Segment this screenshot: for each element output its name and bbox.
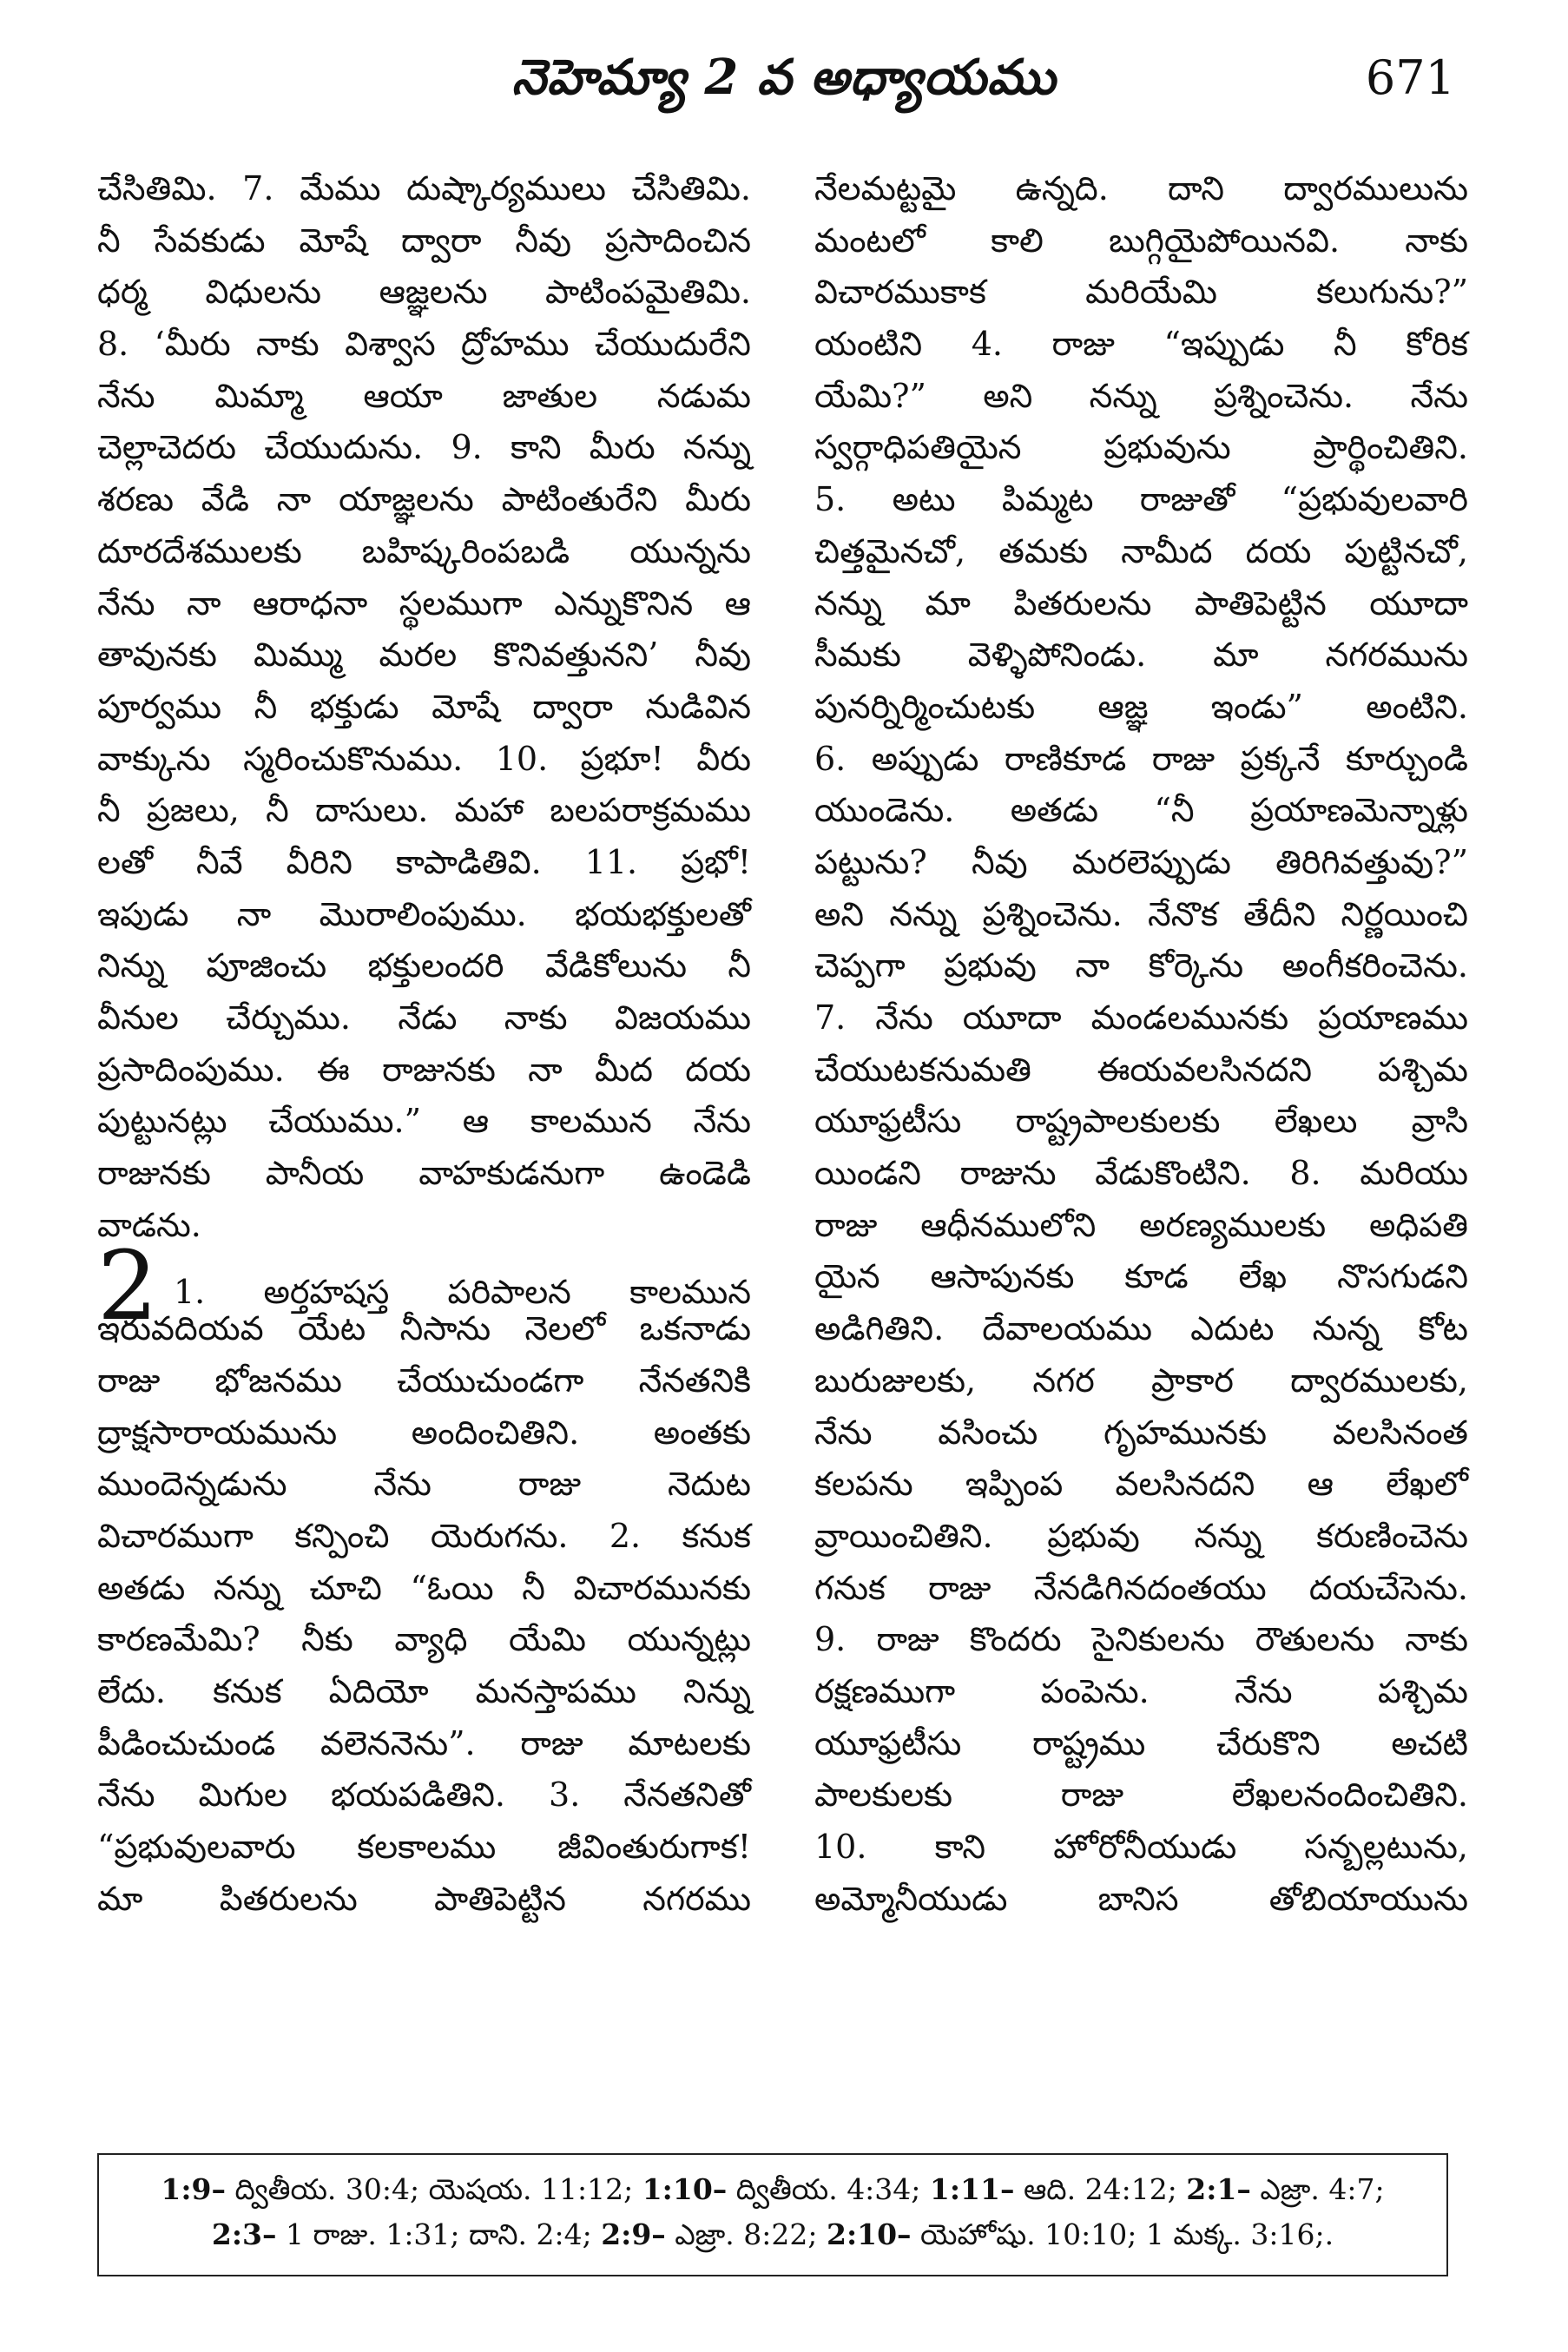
text-line: వీనుల చేర్చుము. నేడు నాకు విజయము [97, 998, 751, 1037]
text-line: పట్టును? నీవు మరలెప్పుడు తిరిగివత్తువు?” [814, 842, 1468, 881]
text-line: యుండెను. అతడు “నీ ప్రయాణమెన్నాళ్లు [814, 791, 1468, 830]
text-line: నిన్ను పూజించు భక్తులందరి వేడికోలును నీ [97, 946, 751, 985]
text-line: గనుక రాజు నేనడిగినదంతయు దయచేసెను. [814, 1568, 1468, 1607]
text-line: రాజు భోజనము చేయుచుండగా నేనతనికి [97, 1360, 751, 1400]
chapter-number: 2 [97, 1230, 158, 1342]
text-line: ధర్మ విధులను ఆజ్ఞలను పాటింపమైతిమి. [97, 273, 751, 312]
text-line: విచారముకాక మరియేమి కలుగును?” [814, 273, 1468, 312]
text-line: 7. నేను యూదా మండలమునకు ప్రయాణము [814, 998, 1468, 1037]
reference-label: 2:9– [601, 2217, 666, 2251]
text-line: పీడించుచుండ వలెననెను”. రాజు మాటలకు [97, 1723, 751, 1762]
text-line: ప్రసాదింపుము. ఈ రాజునకు నా మీద దయ [97, 1050, 751, 1089]
text-line: 9. రాజు కొందరు సైనికులను రౌతులను నాకు [814, 1620, 1468, 1659]
text-line: పునర్నిర్మించుటకు ఆజ్ఞ ఇండు” అంటిని. [814, 687, 1468, 726]
text-line: యూఫ్రటీసు రాష్ట్రపాలకులకు లేఖలు వ్రాసి [814, 1102, 1468, 1141]
text-line: యంటిని 4. రాజు “ఇప్పుడు నీ కోరిక [814, 325, 1468, 364]
text-line: 10. కాని హోరోనీయుడు సన్బల్లటును, [814, 1828, 1468, 1866]
cross-references-box [97, 2153, 1448, 2276]
right-column [814, 163, 1468, 1925]
left-column-text-a [97, 163, 751, 1251]
reference-text: యెహోషు. 10:10; 1 మక్క. 3:16;. [911, 2217, 1334, 2251]
text-line: మంటలో కాలి బుగ్గియైపోయినవి. నాకు [814, 221, 1468, 260]
text-line: మా పితరులను పాతిపెట్టిన నగరము [97, 1879, 751, 1918]
text-line: యూఫ్రటీసు రాష్ట్రము చేరుకొని అచటి [814, 1723, 1468, 1762]
cross-reference-line [99, 2212, 1446, 2257]
text-line: లేదు. కనుక ఏదియో మనస్తాపము నిన్ను [97, 1671, 751, 1710]
text-line: 8. ‘మీరు నాకు విశ్వాస ద్రోహము చేయుదురేని [97, 325, 751, 364]
text-line: పుట్టునట్లు చేయుము.” ఆ కాలమున నేను [97, 1102, 751, 1141]
text-line: పాలకులకు రాజు లేఖలనందించితిని. [814, 1776, 1468, 1815]
text-line: విచారముగా కన్పించి యెరుగను. 2. కనుక [97, 1516, 751, 1555]
left-column [97, 163, 751, 1925]
text-line: నేను నా ఆరాధనా స్థలముగా ఎన్నుకొనిన ఆ [97, 583, 751, 623]
text-line: బురుజులకు, నగర ప్రాకార ద్వారములకు, [814, 1360, 1468, 1400]
reference-label: 2:1– [1186, 2172, 1251, 2206]
text-line: వ్రాయించితిని. ప్రభువు నన్ను కరుణించెను [814, 1516, 1468, 1555]
reference-label: 1:10– [642, 2172, 728, 2206]
text-line: నీ సేవకుడు మోషే ద్వారా నీవు ప్రసాదించిన [97, 221, 751, 260]
text-line: యేమి?” అని నన్ను ప్రశ్నించెను. నేను [814, 376, 1468, 415]
text-line: చెప్పగా ప్రభువు నా కోర్కెను అంగీకరించెను. [814, 946, 1468, 985]
text-line: నేను మిమ్మా ఆయా జాతుల నడుమ [97, 376, 751, 415]
text-line: 6. అప్పుడు రాణికూడ రాజు ప్రక్కనే కూర్చుండి [814, 739, 1468, 778]
text-line: తావునకు మిమ్ము మరల కొనివత్తునని’ నీవు [97, 636, 751, 675]
cross-reference-line [99, 2167, 1446, 2212]
text-line: వాడను. [97, 1205, 201, 1244]
text-line: అని నన్ను ప్రశ్నించెను. నేనొక తేదీని నిర్ణయించి [814, 894, 1468, 933]
text-line: యైన ఆసాపునకు కూడ లేఖ నొసగుడని [814, 1257, 1468, 1296]
reference-text: ద్వితీయ. 30:4; యెషయ. 11:12; [226, 2172, 642, 2206]
text-line: నేను మిగుల భయపడితిని. 3. నేనతనితో [97, 1776, 751, 1815]
text-line: ద్రాక్షసారాయమును అందించితిని. అంతకు [97, 1413, 751, 1452]
text-line: వాక్కును స్మరించుకొనుము. 10. ప్రభూ! వీరు [97, 739, 751, 778]
text-line: నీ ప్రజలు, నీ దాసులు. మహా బలపరాక్రమము [97, 791, 751, 830]
text-line: ముందెన్నడును నేను రాజు నెదుట [97, 1465, 751, 1504]
reference-text: ఆది. 24:12; [1014, 2172, 1187, 2206]
reference-label: 1:11– [929, 2172, 1015, 2206]
left-column-text-b [97, 1303, 751, 1925]
text-line: రాజునకు పానీయ వాహకుడనుగా ఉండెడి [97, 1154, 751, 1193]
text-line: అతడు నన్ను చూచి “ఓయి నీ విచారమునకు [97, 1568, 751, 1607]
text-line: లతో నీవే వీరిని కాపాడితివి. 11. ప్రభో! [97, 842, 751, 881]
text-line: రక్షణముగా పంపెను. నేను పశ్చిమ [814, 1671, 1468, 1710]
right-column-text [814, 163, 1468, 1925]
reference-label: 2:10– [826, 2217, 912, 2251]
text-line: చెల్లాచెదరు చేయుదును. 9. కాని మీరు నన్ను [97, 428, 751, 467]
chapter-first-line: 1. అర్తహషస్త పరిపాలన కాలమున [174, 1273, 751, 1312]
text-line: అమ్మోనీయుడు బానిస తోబియాయును [814, 1879, 1468, 1918]
text-line: కలపను ఇప్పింప వలసినదని ఆ లేఖలో [814, 1465, 1468, 1504]
text-line: కారణమేమి? నీకు వ్యాధి యేమి యున్నట్లు [97, 1620, 751, 1659]
reference-text: 1 రాజు. 1:31; దాని. 2:4; [276, 2217, 602, 2251]
text-line: ఇపుడు నా మొరాలింపుము. భయభక్తులతో [97, 894, 751, 933]
reference-label: 2:3– [211, 2217, 277, 2251]
page-header [0, 42, 1568, 120]
text-line: చిత్తమైనచో, తమకు నామీద దయ పుట్టినచో, [814, 531, 1468, 570]
text-line: స్వర్గాధిపతియైన ప్రభువును ప్రార్థించితిని. [814, 428, 1468, 467]
text-line: ఇరువదియవ యేట నీసాను నెలలో ఒకనాడు [97, 1309, 751, 1348]
text-line: నేలమట్టమై ఉన్నది. దాని ద్వారములును [814, 169, 1468, 208]
text-line: దూరదేశములకు బహిష్కరింపబడి యున్నను [97, 531, 751, 570]
text-line: శరణు వేడి నా యాజ్ఞలను పాటింతురేని మీరు [97, 480, 751, 519]
text-line: నన్ను మా పితరులను పాతిపెట్టిన యూదా [814, 583, 1468, 623]
text-line: సీమకు వెళ్ళిపోనిండు. మా నగరమును [814, 636, 1468, 675]
text-line: 5. అటు పిమ్మట రాజుతో “ప్రభువులవారి [814, 480, 1468, 519]
reference-label: 1:9– [161, 2172, 227, 2206]
text-line: పూర్వము నీ భక్తుడు మోషే ద్వారా నుడివిన [97, 687, 751, 726]
text-line: నేను వసించు గృహమునకు వలసినంత [814, 1413, 1468, 1452]
text-line: చేసితిమి. 7. మేము దుష్కార్యములు చేసితిమి. [97, 169, 751, 208]
text-line: రాజు ఆధీనములోని అరణ్యములకు అధిపతి [814, 1205, 1468, 1244]
text-line: “ప్రభువులవారు కలకాలము జీవింతురుగాక! [97, 1828, 751, 1866]
running-title: నెహెమ్యా 2 వ అధ్యాయము [511, 49, 1057, 106]
text-line: అడిగితిని. దేవాలయము ఎదుట నున్న కోట [814, 1309, 1468, 1348]
text-line: యిండని రాజును వేడుకొంటిని. 8. మరియు [814, 1154, 1468, 1193]
text-line: చేయుటకనుమతి ఈయవలసినదని పశ్చిమ [814, 1050, 1468, 1089]
reference-text: ద్వితీయ. 4:34; [727, 2172, 930, 2206]
page-number: 671 [1365, 50, 1455, 105]
reference-text: ఎజ్రా. 8:22; [665, 2217, 827, 2251]
reference-text: ఎజ్రా. 4:7; [1250, 2172, 1385, 2206]
